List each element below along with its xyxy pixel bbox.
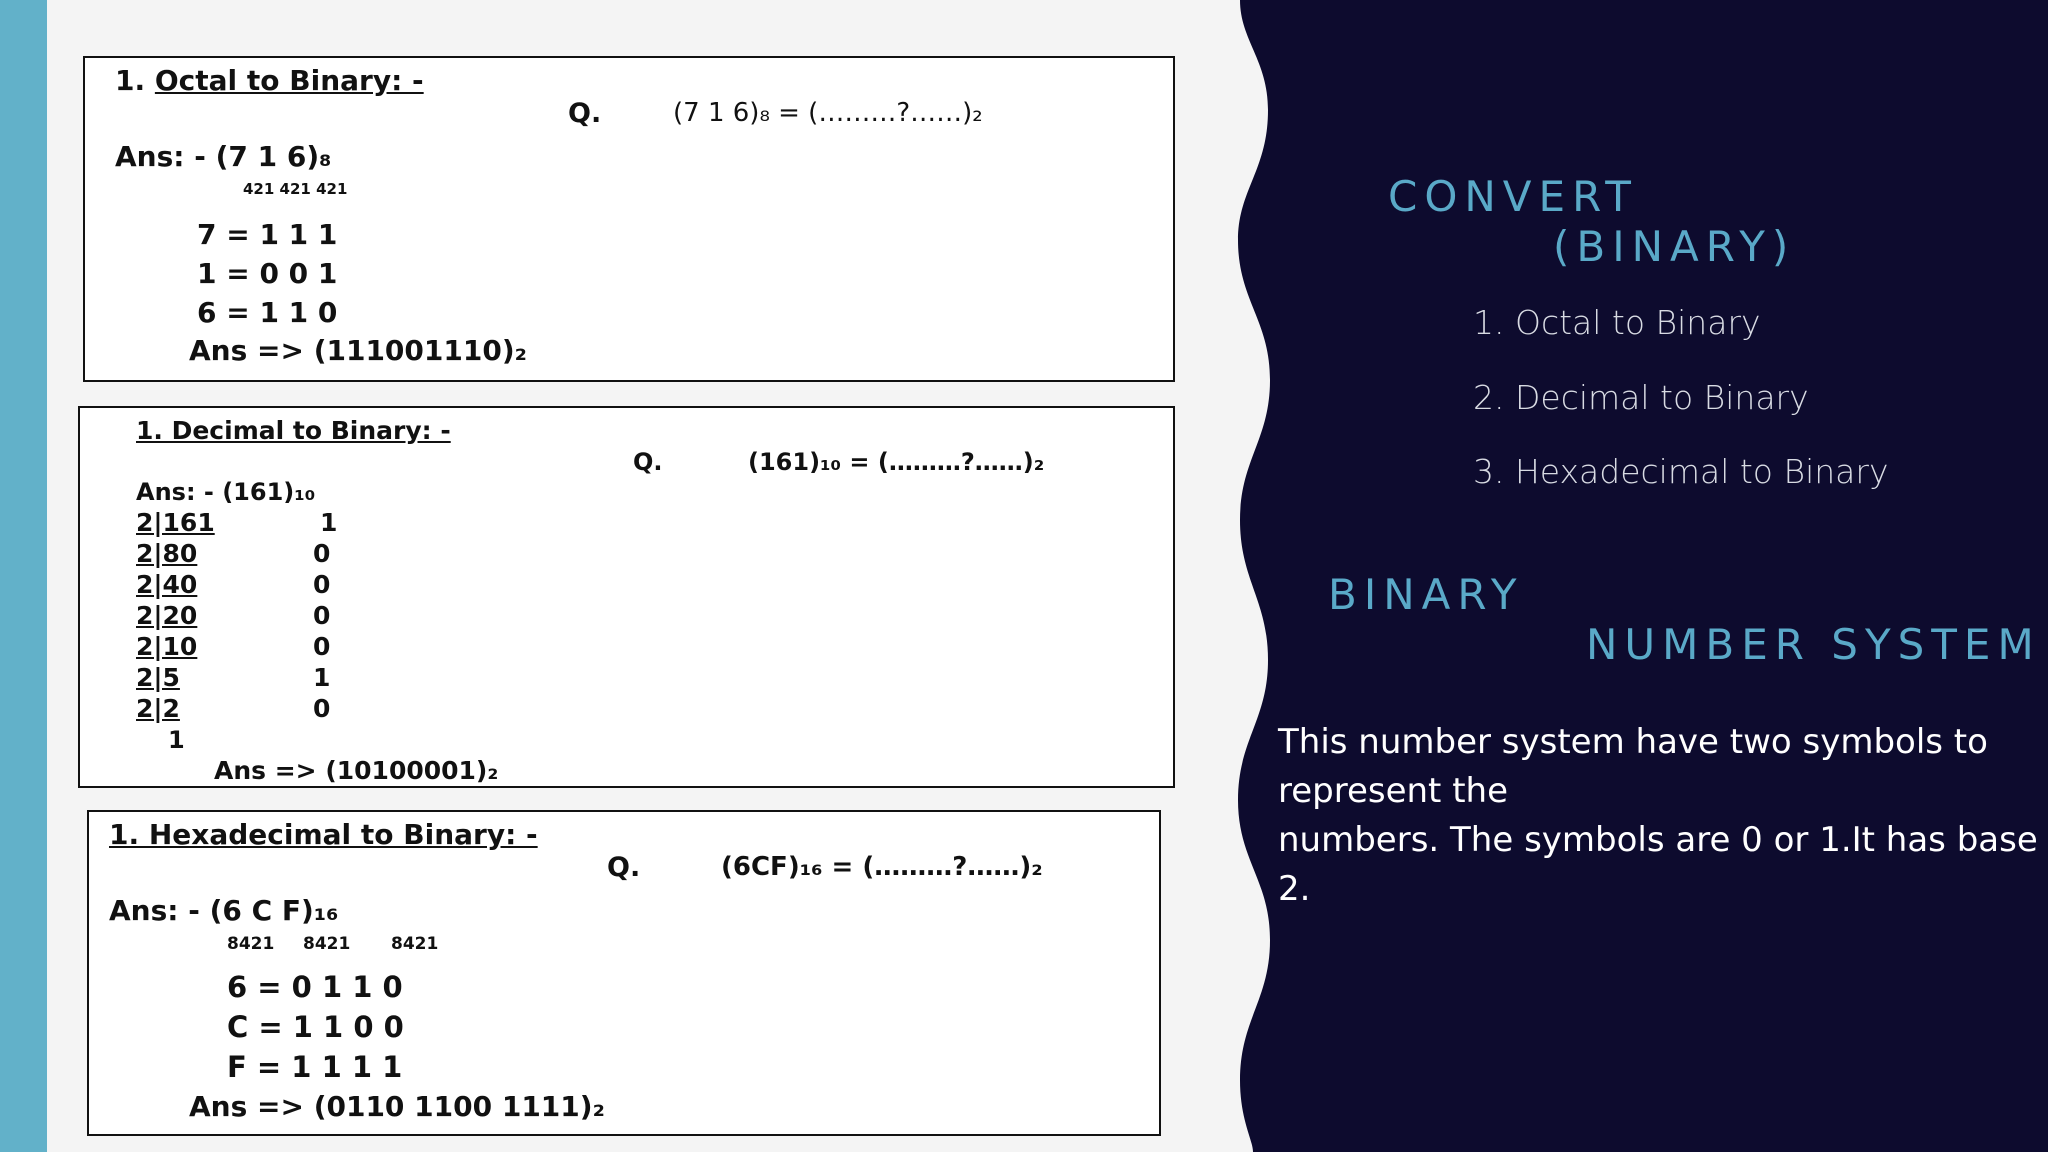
decimal-question-label: Q.: [633, 448, 663, 476]
binary-description: This number system have two symbols to represent the numbers. The symbols are 0 or 1.It has base 2.: [1278, 722, 2038, 909]
division-step: 2|80: [136, 539, 198, 568]
hex-example-box: [87, 810, 1161, 1136]
division-step: 2|20: [136, 601, 198, 630]
octal-weights: 421 421 421: [243, 180, 348, 198]
octal-title: 1. Octal to Binary: -: [115, 64, 424, 97]
convert-heading-sub: (BINARY): [1553, 222, 1796, 271]
octal-ans-line: Ans: - (7 1 6)₈: [115, 140, 332, 173]
conversion-list-item: 2. Decimal to Binary: [1473, 378, 1809, 417]
division-step: 2|40: [136, 570, 198, 599]
division-remainder: 0: [313, 632, 331, 661]
convert-heading: CONVERT: [1388, 172, 1638, 221]
octal-question-label: Q.: [568, 98, 602, 129]
division-remainder: 1: [320, 508, 338, 537]
hex-row: 6 = 0 1 1 0: [227, 970, 403, 1004]
accent-strip: [0, 0, 47, 1152]
binary-heading: BINARY: [1328, 570, 1524, 619]
division-remainder: 0: [313, 601, 331, 630]
hex-answer: Ans => (0110 1100 1111)₂: [189, 1090, 605, 1123]
decimal-answer: Ans => (10100001)₂: [214, 756, 499, 785]
octal-answer: Ans => (111001110)₂: [189, 334, 527, 367]
division-remainder: 0: [313, 539, 331, 568]
decimal-example-box: [78, 406, 1175, 788]
octal-example-box: [83, 56, 1175, 382]
hex-question: (6CF)₁₆ = (………?……)₂: [721, 852, 1043, 882]
decimal-question: (161)₁₀ = (………?……)₂: [748, 448, 1045, 476]
hex-question-label: Q.: [607, 852, 641, 883]
info-panel: [1228, 0, 2048, 1152]
division-step: 2|5: [136, 663, 180, 692]
decimal-title: 1. Decimal to Binary: -: [136, 416, 451, 445]
octal-row: 1 = 0 0 1: [197, 257, 338, 290]
hex-ans-line: Ans: - (6 C F)₁₆: [109, 894, 339, 927]
conversion-list-item: 3. Hexadecimal to Binary: [1473, 452, 1889, 491]
hex-title: 1. Hexadecimal to Binary: -: [109, 818, 538, 851]
hex-row: C = 1 1 0 0: [227, 1010, 404, 1044]
conversion-list-item: 1. Octal to Binary: [1473, 303, 1761, 342]
division-remainder: 0: [313, 694, 331, 723]
decimal-ans-line: Ans: - (161)₁₀: [136, 478, 316, 506]
octal-row: 6 = 1 1 0: [197, 296, 338, 329]
last-quotient: 1: [168, 726, 185, 754]
octal-question: (7 1 6)₈ = (………?……)₂: [673, 98, 983, 128]
division-remainder: 1: [313, 663, 331, 692]
octal-row: 7 = 1 1 1: [197, 218, 338, 251]
binary-heading-sub: NUMBER SYSTEM: [1586, 620, 2041, 669]
hex-weight: 8421: [227, 934, 275, 954]
division-step: 2|2: [136, 694, 180, 723]
division-step: 2|161: [136, 508, 215, 537]
division-step: 2|10: [136, 632, 198, 661]
division-remainder: 0: [313, 570, 331, 599]
hex-row: F = 1 1 1 1: [227, 1050, 403, 1084]
hex-weight: 8421: [391, 934, 439, 954]
hex-weight: 8421: [303, 934, 351, 954]
